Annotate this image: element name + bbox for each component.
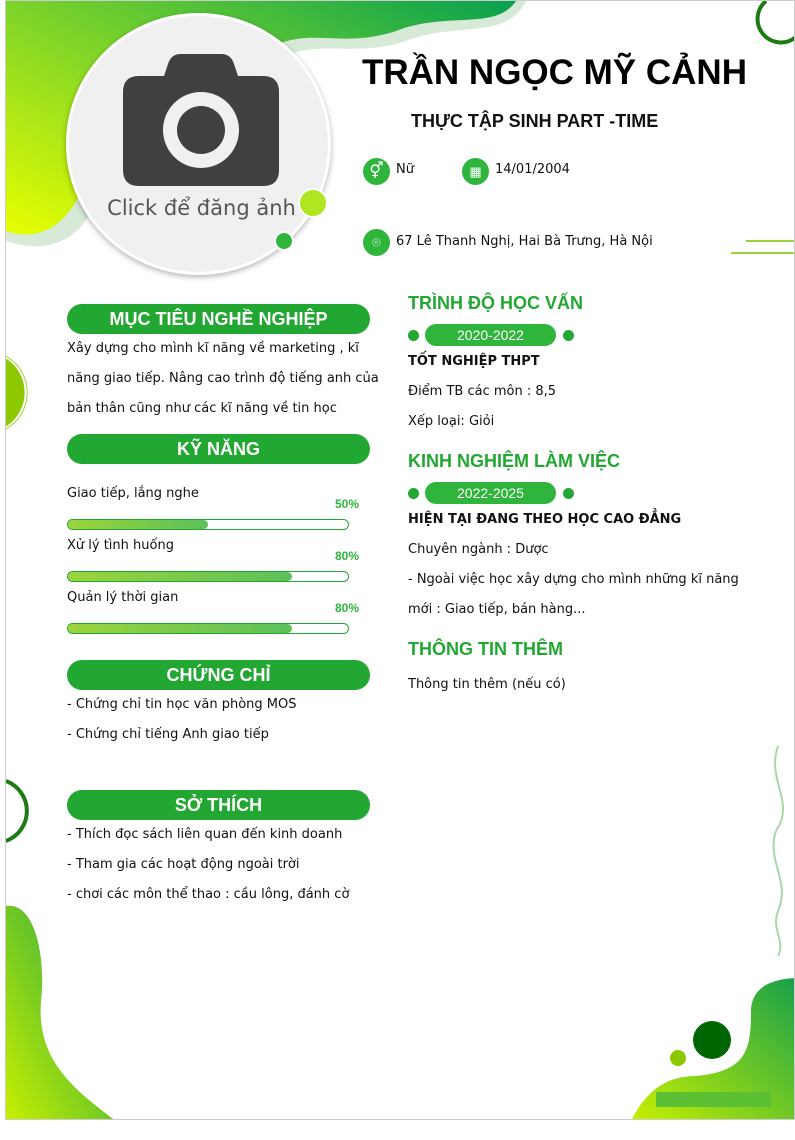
skill-percent: 80%	[335, 549, 360, 563]
skill-bar-fill	[68, 624, 292, 633]
skill-bar-fill	[68, 572, 292, 581]
objective-line: bản thân cũng như các kĩ năng về tin học	[67, 401, 337, 416]
education-line: Xếp loại: Giỏi	[408, 414, 495, 429]
skill-percent: 80%	[335, 601, 360, 615]
objective-line: năng giao tiếp. Nâng cao trình độ tiếng anh của	[67, 371, 379, 386]
skills-title: KỸ NĂNG	[67, 434, 370, 464]
experience-title: KINH NGHIỆM LÀM VIỆC	[408, 451, 621, 471]
hobby-item: - Tham gia các hoạt động ngoài trời	[67, 857, 300, 872]
skill-percent: 50%	[335, 497, 360, 511]
certificate-item: - Chứng chỉ tiếng Anh giao tiếp	[67, 727, 269, 742]
objective-line: Xây dựng cho mình kĩ năng về marketing , kĩ	[67, 341, 359, 356]
gender-value: Nữ	[396, 162, 414, 177]
education-heading: TỐT NGHIỆP THPT	[408, 354, 540, 369]
experience-years	[408, 483, 578, 503]
camera-icon	[123, 54, 279, 186]
objective-title: MỤC TIÊU NGHỀ NGHIỆP	[67, 304, 370, 334]
photo-upload-label: Click để đăng ảnh	[107, 196, 296, 220]
years-pill: 2020-2022	[425, 324, 556, 346]
location-icon: ⌾	[363, 229, 390, 256]
hobby-item: - chơi các môn thể thao : cầu lông, đánh cờ	[67, 887, 350, 902]
calendar-icon: ▦	[462, 158, 489, 185]
years-pill: 2022-2025	[425, 482, 556, 504]
extra-title: THÔNG TIN THÊM	[408, 639, 563, 659]
experience-heading: HIỆN TẠI ĐANG THEO HỌC CAO ĐẲNG	[408, 512, 682, 527]
candidate-position: THỰC TẬP SINH PART -TIME	[411, 111, 659, 131]
experience-line: - Ngoài việc học xây dựng cho mình những kĩ năng	[408, 572, 739, 587]
skill-bar-fill	[68, 520, 208, 529]
certificate-item: - Chứng chỉ tin học văn phòng MOS	[67, 697, 297, 712]
gender-icon: ⚥	[363, 158, 390, 185]
skill-name: Quản lý thời gian	[67, 590, 179, 605]
skill-name: Giao tiếp, lắng nghe	[67, 486, 199, 501]
experience-line: Chuyên ngành : Dược	[408, 542, 549, 557]
candidate-name: TRẦN NGỌC MỸ CẢNH	[362, 53, 747, 92]
hobby-item: - Thích đọc sách liên quan đến kinh doanh	[67, 827, 343, 842]
cv-page	[5, 0, 795, 1120]
hobbies-title: SỞ THÍCH	[67, 790, 370, 820]
skill-name: Xử lý tình huống	[67, 538, 174, 553]
decor-dot	[298, 188, 328, 218]
address-value: 67 Lê Thanh Nghị, Hai Bà Trưng, Hà Nội	[396, 234, 653, 249]
skill-bar	[67, 519, 349, 530]
birthdate-value: 14/01/2004	[495, 162, 570, 177]
certificates-title: CHỨNG CHỈ	[67, 660, 370, 690]
skill-bar	[67, 571, 349, 582]
skill-bar	[67, 623, 349, 634]
extra-text: Thông tin thêm (nếu có)	[408, 677, 566, 692]
education-line: Điểm TB các môn : 8,5	[408, 384, 557, 399]
education-title: TRÌNH ĐỘ HỌC VẤN	[408, 293, 583, 313]
education-years	[408, 325, 578, 345]
experience-line: mới : Giao tiếp, bán hàng...	[408, 602, 586, 617]
decor-dot	[274, 231, 294, 251]
